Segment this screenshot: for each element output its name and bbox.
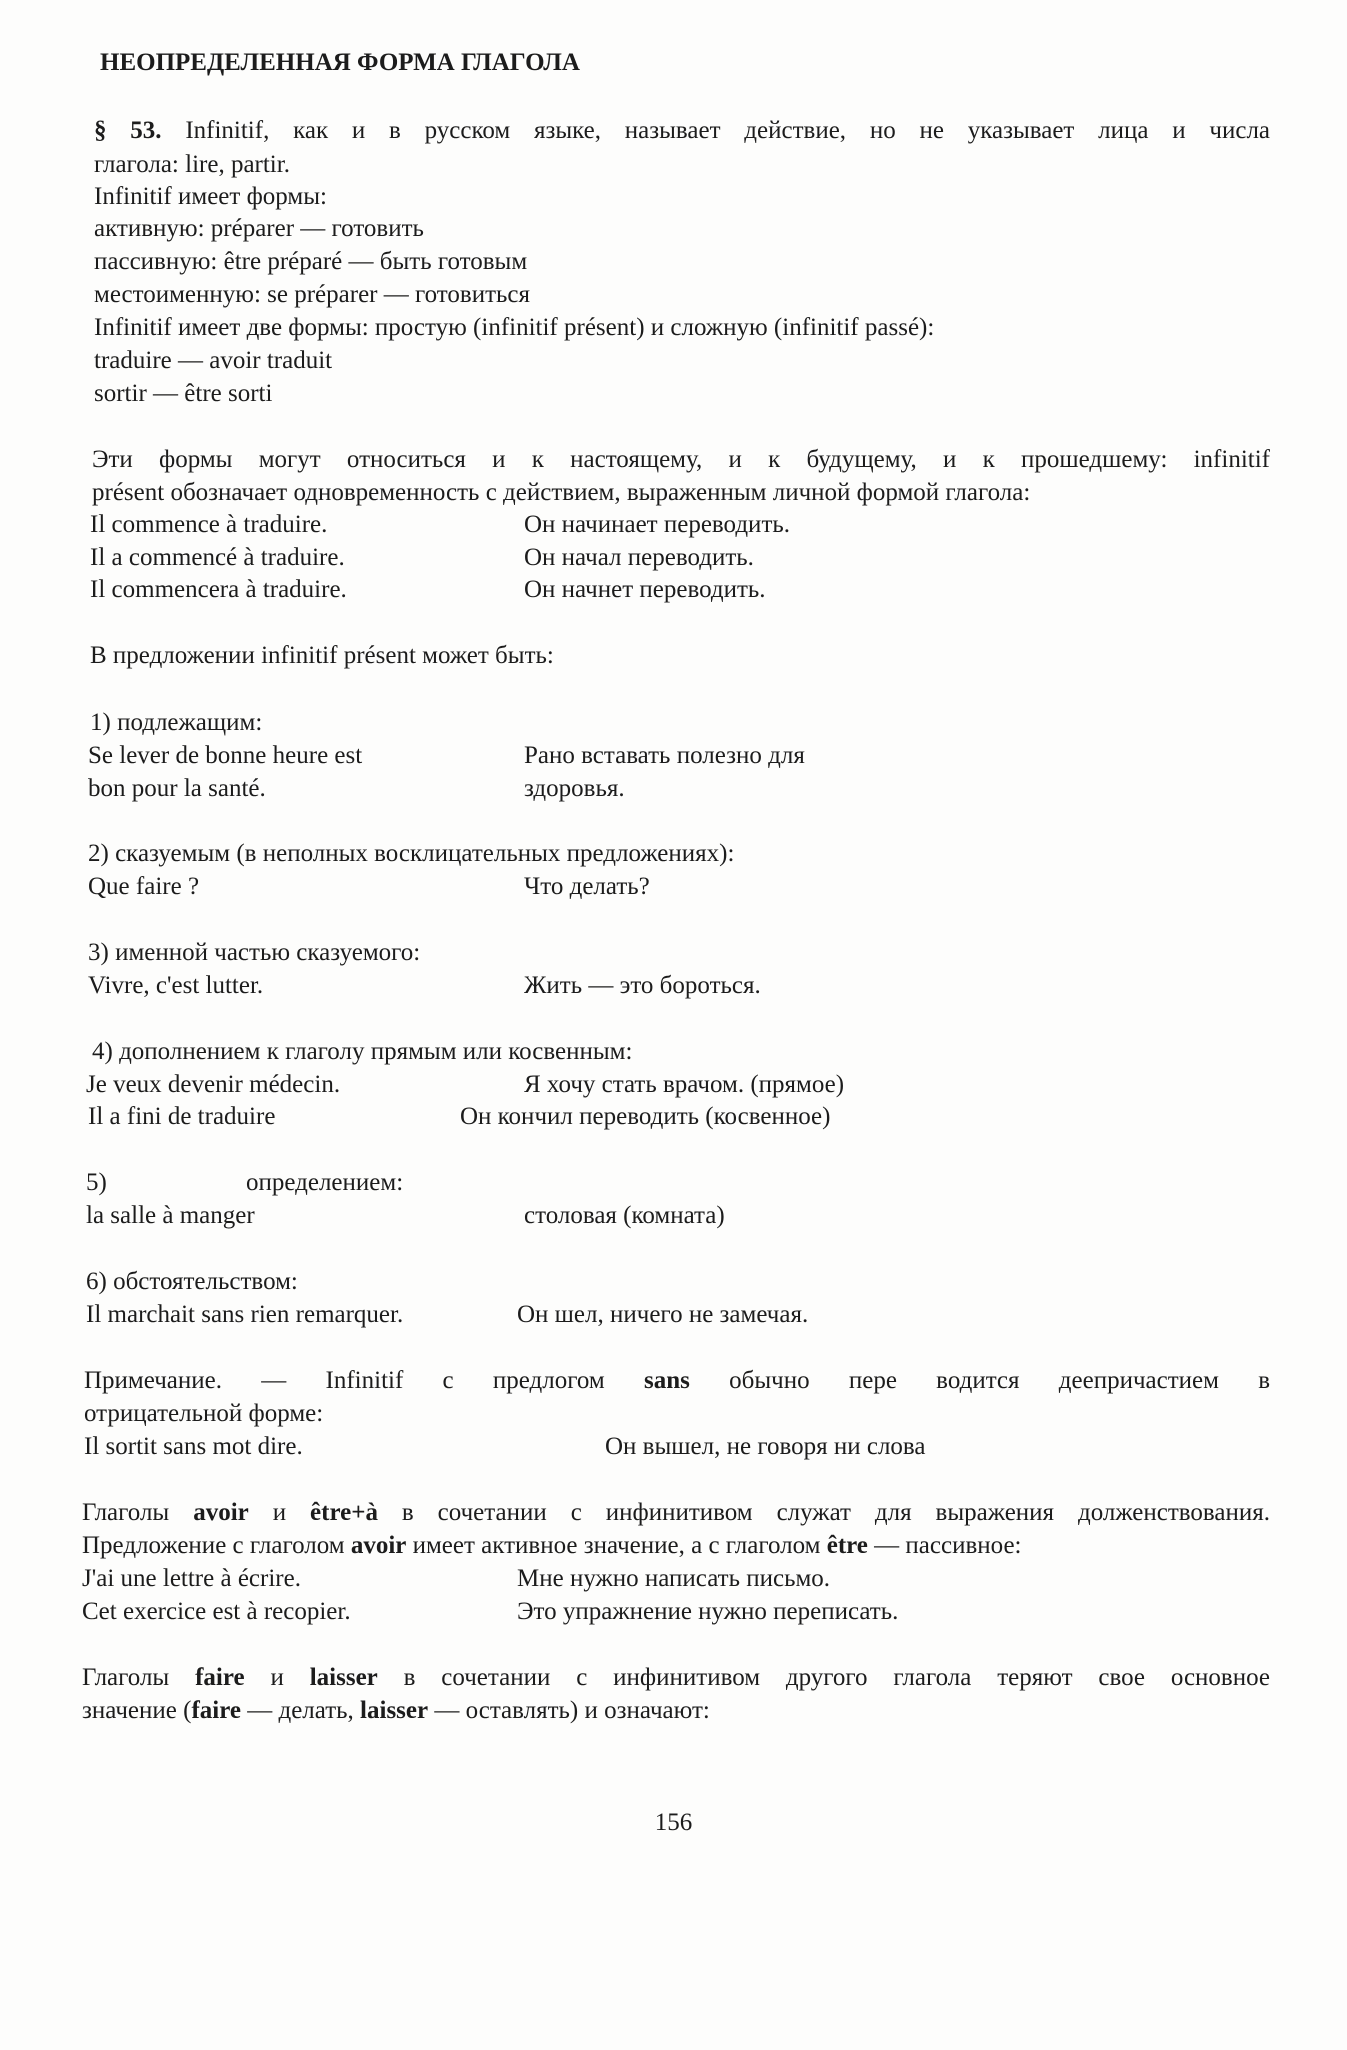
modal-example-ru: Мне нужно написать письмо. bbox=[517, 1565, 831, 1592]
function-6-example-ru: Он шел, ничего не замечая. bbox=[517, 1301, 809, 1328]
form-reflexive: местоименную: se préparer — готовиться bbox=[94, 281, 530, 308]
function-1-example-ru: здоровья. bbox=[524, 775, 625, 802]
function-2-heading: 2) сказуемым (в неполных восклицательных предложениях): bbox=[88, 840, 735, 867]
function-1-example-fr: Se lever de bonne heure est bbox=[88, 742, 363, 769]
function-4-example-fr: Il a fini de traduire bbox=[88, 1103, 276, 1130]
function-5-example-ru: столовая (комната) bbox=[524, 1202, 725, 1229]
note-line-2: отрицательной форме: bbox=[84, 1400, 324, 1427]
form-example-1: traduire — avoir traduit bbox=[94, 347, 333, 374]
function-5-example-fr: la salle à manger bbox=[86, 1202, 255, 1229]
function-3-example-ru: Жить — это бороться. bbox=[524, 972, 761, 999]
chapter-title: НЕОПРЕДЕЛЕННАЯ ФОРМА ГЛАГОЛА bbox=[100, 49, 580, 76]
modal-example-fr: Cet exercice est à recopier. bbox=[82, 1598, 351, 1625]
function-5-heading: определением: bbox=[246, 1169, 404, 1196]
form-example-2: sortir — être sorti bbox=[94, 380, 273, 407]
function-3-heading: 3) именной частью сказуемого: bbox=[88, 939, 421, 966]
page-number: 156 bbox=[654, 1809, 693, 1836]
function-4-example-ru: Я хочу стать врачом. (прямое) bbox=[524, 1071, 845, 1098]
tense-line-1: Эти формы могут относиться и к настоящему, и к будущему, и к прошедшему: infinitif bbox=[92, 446, 1270, 473]
function-2-example-ru: Что делать? bbox=[524, 873, 650, 900]
function-1-heading: 1) подлежащим: bbox=[90, 709, 263, 736]
function-2-example-fr: Que faire ? bbox=[88, 873, 200, 900]
modal-line-2: Предложение с глаголом avoir имеет активное значение, а с глаголом être — пассивное: bbox=[82, 1532, 1022, 1559]
note-example-ru: Он вышел, не говоря ни слова bbox=[605, 1433, 926, 1460]
function-3-example-fr: Vivre, c'est lutter. bbox=[88, 972, 264, 999]
function-1-example-ru: Рано вставать полезно для bbox=[524, 742, 805, 769]
form-active: активную: préparer — готовить bbox=[94, 215, 424, 242]
modal-example-fr: J'ai une lettre à écrire. bbox=[82, 1565, 301, 1592]
note-line-1: Примечание. — Infinitif с предлогом sans обычно пере водится деепричастием в bbox=[84, 1367, 1271, 1394]
function-5-number: 5) bbox=[86, 1169, 107, 1196]
tense-example-fr: Il a commencé à traduire. bbox=[90, 544, 345, 571]
tense-example-ru: Он начнет переводить. bbox=[524, 576, 766, 603]
function-4-example-ru: Он кончил переводить (косвенное) bbox=[460, 1103, 831, 1130]
tense-example-ru: Он начинает переводить. bbox=[524, 511, 791, 538]
modal-example-ru: Это упражнение нужно переписать. bbox=[517, 1598, 899, 1625]
modal-line-1: Глаголы avoir и être+à в сочетании с инфинитивом служат для выражения долженствования. bbox=[82, 1499, 1271, 1526]
note-example-fr: Il sortit sans mot dire. bbox=[84, 1433, 303, 1460]
paragraph-number: § 53. bbox=[94, 117, 162, 144]
two-forms-line: Infinitif имеет две формы: простую (infinitif présent) и сложную (infinitif passé): bbox=[94, 314, 935, 341]
function-1-example-fr: bon pour la santé. bbox=[88, 775, 266, 802]
causative-line-1: Глаголы faire и laisser в сочетании с инфинитивом другого глагола теряют свое основное bbox=[82, 1664, 1271, 1691]
function-4-example-fr: Je veux devenir médecin. bbox=[86, 1071, 341, 1098]
tense-example-fr: Il commencera à traduire. bbox=[90, 576, 347, 603]
tense-example-ru: Он начал переводить. bbox=[524, 544, 754, 571]
paragraph-53-line-1: § 53. Infinitif, как и в русском языке, называет действие, но не указывает лица и числа bbox=[94, 117, 1271, 144]
tense-line-2: présent обозначает одновременность с действием, выраженным личной формой глагола: bbox=[92, 479, 1031, 506]
function-6-heading: 6) обстоятельством: bbox=[86, 1268, 298, 1295]
function-4-heading: 4) дополнением к глаголу прямым или косвенным: bbox=[92, 1038, 633, 1065]
function-6-example-fr: Il marchait sans rien remarquer. bbox=[86, 1301, 404, 1328]
form-passive: пассивную: être préparé — быть готовым bbox=[94, 248, 528, 275]
tense-example-fr: Il commence à traduire. bbox=[90, 511, 328, 538]
forms-intro: Infinitif имеет формы: bbox=[94, 183, 327, 210]
functions-intro: В предложении infinitif présent может быть: bbox=[90, 642, 554, 669]
causative-line-2: значение (faire — делать, laisser — оставлять) и означают: bbox=[82, 1697, 710, 1724]
paragraph-53-line-2: глагола: lire, partir. bbox=[94, 151, 290, 178]
